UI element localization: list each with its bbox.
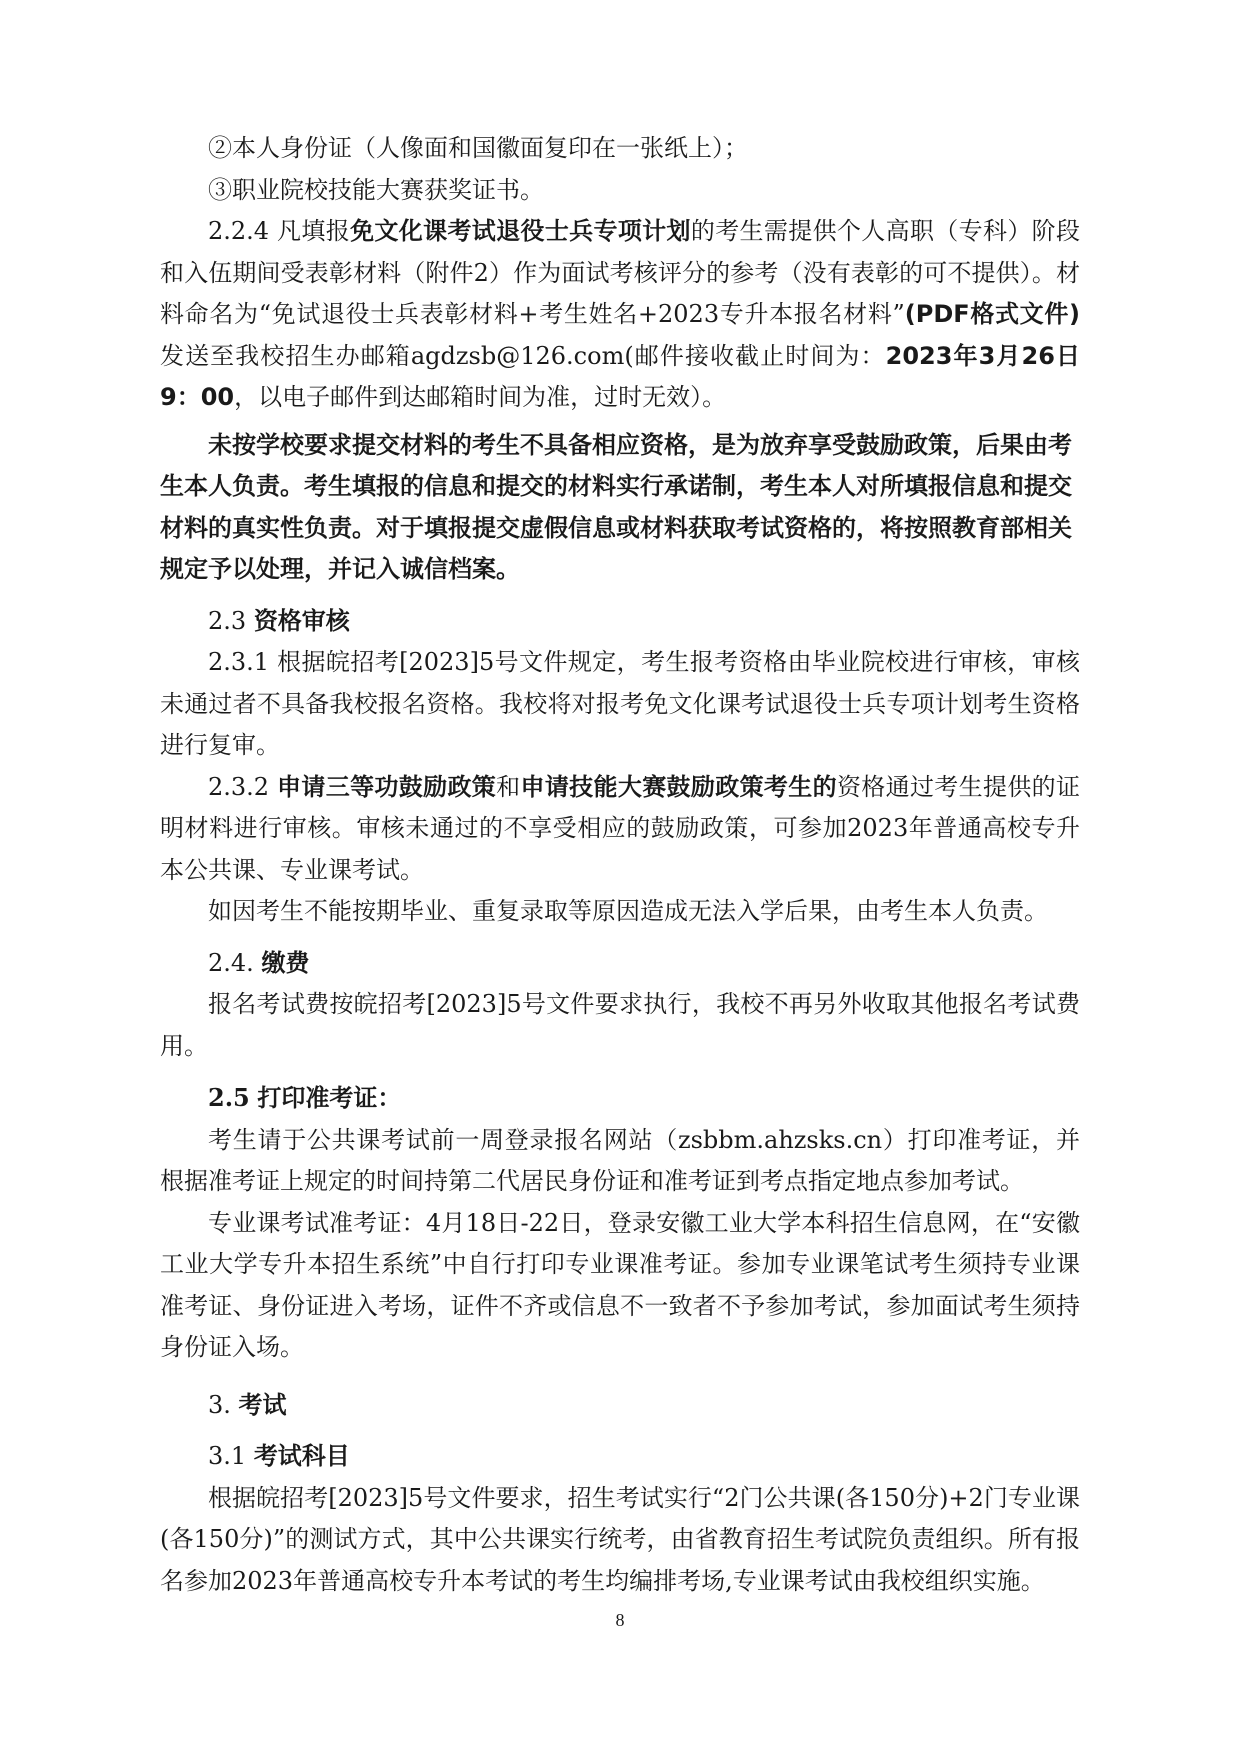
list-item-id-card: ②本人身份证（人像面和国徽面复印在一张纸上）；	[208, 134, 748, 162]
paragraph-2-3-2	[160, 767, 1080, 892]
heading-title: 考试	[238, 1390, 287, 1419]
warning-paragraph: 未按学校要求提交材料的考生不具备相应资格，是为放弃享受鼓励政策，后果由考生本人负责。考生填报的信息和提交的材料实行承诺制，考生本人对所填报信息和提交材料的真实性负责。对于填报提交虚假信息或材料获取考试资格的，将按照教育部相关规定予以处理，并记入诚信档案。	[160, 430, 1072, 583]
heading-title: 考试科目	[253, 1442, 350, 1470]
heading-number: 2.5	[208, 1083, 250, 1112]
heading-number: 2.4.	[208, 948, 254, 977]
paragraph-2-4: 报名考试费按皖招考[2023]5号文件要求执行，我校不再另外收取其他报名考试费用。	[160, 990, 1080, 1060]
heading-title: 资格审核	[253, 606, 350, 635]
section-heading-3-1	[160, 1436, 1080, 1478]
document-page	[160, 128, 1080, 1602]
paragraph-2-5-1: 考生请于公共课考试前一周登录报名网站（zsbbm.ahzsks.cn）打印准考证，并根据准考证上规定的时间持第二代居民身份证和准考证到考点指定地点参加考试。	[160, 1125, 1080, 1195]
page-number: 8	[615, 1610, 625, 1630]
emphasis-text: (PDF格式文件)	[904, 300, 1081, 328]
heading-title: 缴费	[261, 948, 310, 977]
emphasis-text: 申请三等功鼓励政策	[277, 772, 497, 801]
deadline-text: 2023年3月26日9：00	[160, 341, 1080, 411]
heading-title: 打印准考证：	[257, 1084, 402, 1112]
heading-number: 3.	[208, 1390, 231, 1419]
paragraph-2-3-1: 2.3.1 根据皖招考[2023]5号文件规定，考生报考资格由毕业院校进行审核，审核未通过者不具备我校报名资格。我校将对报考免文化课考试退役士兵专项计划考生资格进行复审。	[160, 648, 1080, 759]
section-heading-2-3	[160, 601, 1080, 643]
paragraph-text: 和	[496, 772, 521, 801]
section-heading-3	[160, 1385, 1080, 1427]
emphasis-text: 申请技能大赛鼓励政策考生的	[520, 772, 837, 801]
paragraph-text: 发送至我校招生办邮箱agdzsb@126.com(邮件接收截止时间为：	[160, 341, 886, 370]
paragraph-3-1: 根据皖招考[2023]5号文件要求，招生考试实行“2门公共课(各150分)+2门专业课(各150分)”的测试方式，其中公共课实行统考，由省教育招生考试院负责组织。所有报名参加2023年普通高校专升本考试的考生均编排考场,专业课考试由我校组织实施。	[160, 1483, 1080, 1595]
paragraph-2-2-4	[160, 211, 1080, 419]
paragraph-2-5-2: 专业课考试准考证：4月18日-22日，登录安徽工业大学本科招生信息网，在“安徽工业大学专升本招生系统”中自行打印专业课准考证。参加专业课笔试考生须持专业课准考证、身份证进入考场，证件不齐或信息不一致者不予参加考试，参加面试考生须持身份证入场。	[160, 1208, 1080, 1361]
paragraph-text: 的考生需提供个人高职（专科）阶段和入伍期间受表彰材料（附件2）作为面试考核评分的参考（没有表彰的可不提供）。材料命名为“免试退役士兵表彰材料+考生姓名+2023专升本报名材料”	[160, 217, 1081, 328]
paragraph-2-3-note: 如因考生不能按期毕业、重复录取等原因造成无法入学后果，由考生本人负责。	[208, 897, 1048, 925]
list-item-award-certificate: ③职业院校技能大赛获奖证书。	[208, 175, 544, 204]
paragraph-text: 资格通过考生提供的证明材料进行审核。审核未通过的不享受相应的鼓励政策，可参加2023年普通高校专升本公共课、专业课考试。	[160, 772, 1081, 884]
paragraph-text: ，以电子邮件到达邮箱时间为准，过时无效）。	[234, 383, 727, 411]
emphasis-text: 免文化课考试退役士兵专项计划	[350, 217, 691, 245]
section-heading-2-4	[160, 943, 1080, 985]
section-heading-2-5	[160, 1077, 1080, 1120]
paragraph-text: 2.2.4 凡填报	[208, 217, 351, 245]
paragraph-text: 2.3.2	[208, 772, 278, 801]
heading-number: 2.3	[208, 606, 247, 635]
heading-number: 3.1	[208, 1442, 247, 1470]
